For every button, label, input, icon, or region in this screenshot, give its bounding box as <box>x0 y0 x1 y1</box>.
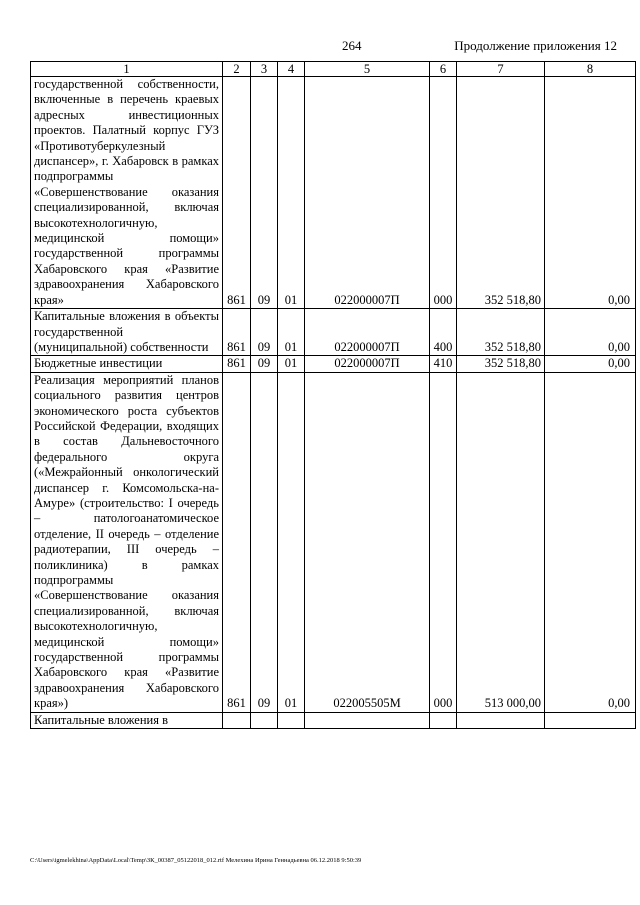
expense-type-code: 410 <box>430 356 457 372</box>
table-row <box>31 372 636 712</box>
row-description: Капитальные вложения в <box>31 712 223 728</box>
subsection-code: 01 <box>278 309 305 356</box>
document-footer-path: C:\Users\igmelekhina\AppData\Local\Temp\ЗК_00387_05122018_012.rtf Мелехина Ирина Геннадьевна 06.12.2018 9:50:39 <box>30 857 362 864</box>
subsection-code <box>278 712 305 728</box>
table-row <box>31 77 636 309</box>
ministry-code: 861 <box>223 309 251 356</box>
ministry-code: 861 <box>223 372 251 712</box>
column-number: 1 <box>31 62 223 77</box>
subsection-code: 01 <box>278 356 305 372</box>
row-description: Реализация мероприятий планов социального развития центров экономического роста субъектов Российской Федерации, входящих в состав Дальневосточного федерального округа («Межрайонный онкологический диспансер г. Комсомольска-на-Амуре» (строительство: I очередь – патологоанатомическое отделение, II очередь – отделение радиотерапии, III очередь – поликлиника) в рамках подпрограммы «Совершенствование оказания специализированной, включая высокотехнологичную, медицинской помощи» государственной программы Хабаровского края «Развитие здравоохранения Хабаровского края») <box>31 372 223 712</box>
ministry-code <box>223 712 251 728</box>
ministry-code: 861 <box>223 356 251 372</box>
section-code: 09 <box>251 77 278 309</box>
amount-secondary: 0,00 <box>545 356 636 372</box>
section-code: 09 <box>251 356 278 372</box>
expense-type-code: 000 <box>430 77 457 309</box>
expense-type-code: 400 <box>430 309 457 356</box>
row-description: Капитальные вложения в объекты государственной (муниципальной) собственности <box>31 309 223 356</box>
table-row <box>31 309 636 356</box>
section-code: 09 <box>251 309 278 356</box>
row-description: государственной собственности, включенные в перечень краевых адресных инвестиционных проектов. Палатный корпус ГУЗ «Противотуберкулезный диспансер», г. Хабаровск в рамках подпрограммы «Совершенствование оказания специализированной, включая высокотехнологичную, медицинской помощи» государственной программы Хабаровского края «Развитие здравоохранения Хабаровского края» <box>31 77 223 309</box>
amount-value: 352 518,80 <box>457 77 545 309</box>
column-number: 4 <box>278 62 305 77</box>
column-number: 3 <box>251 62 278 77</box>
subsection-code: 01 <box>278 77 305 309</box>
amount-value: 352 518,80 <box>457 356 545 372</box>
amount-value: 352 518,80 <box>457 309 545 356</box>
target-article-code: 022000007П <box>305 77 430 309</box>
target-article-code: 022005505М <box>305 372 430 712</box>
ministry-code: 861 <box>223 77 251 309</box>
table-row <box>31 712 636 728</box>
column-number-row <box>31 62 636 77</box>
column-number: 7 <box>457 62 545 77</box>
target-article-code: 022000007П <box>305 356 430 372</box>
amount-secondary: 0,00 <box>545 309 636 356</box>
amount-secondary: 0,00 <box>545 77 636 309</box>
table-row <box>31 356 636 372</box>
section-code: 09 <box>251 372 278 712</box>
column-number: 8 <box>545 62 636 77</box>
target-article-code <box>305 712 430 728</box>
amount-value: 513 000,00 <box>457 372 545 712</box>
target-article-code: 022000007П <box>305 309 430 356</box>
budget-table <box>30 61 636 729</box>
page-header <box>0 38 640 56</box>
row-description: Бюджетные инвестиции <box>31 356 223 372</box>
column-number: 5 <box>305 62 430 77</box>
amount-secondary: 0,00 <box>545 372 636 712</box>
amount-secondary <box>545 712 636 728</box>
section-code <box>251 712 278 728</box>
expense-type-code <box>430 712 457 728</box>
subsection-code: 01 <box>278 372 305 712</box>
page-number: 264 <box>342 38 362 53</box>
column-number: 6 <box>430 62 457 77</box>
continuation-label: Продолжение приложения 12 <box>454 38 617 53</box>
column-number: 2 <box>223 62 251 77</box>
expense-type-code: 000 <box>430 372 457 712</box>
amount-value <box>457 712 545 728</box>
